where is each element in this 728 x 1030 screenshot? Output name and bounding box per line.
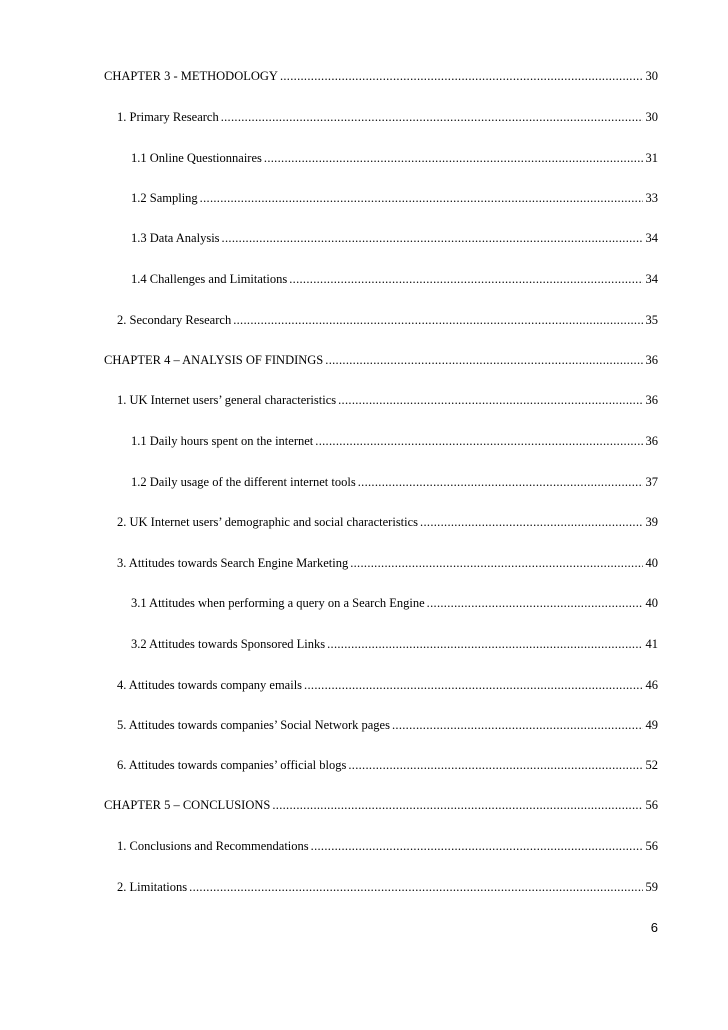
toc-entry-chapter-4 [104, 352, 658, 368]
toc-entry-page: 56 [645, 798, 658, 812]
toc-entry-title: 6. Attitudes towards companies’ official blogs [117, 758, 347, 772]
toc-entry-page: 41 [645, 637, 658, 651]
toc-entry-title: 3. Attitudes towards Search Engine Marketing [117, 556, 349, 570]
toc-entry-page: 36 [645, 353, 658, 367]
toc-entry-title: 1.1 Daily hours spent on the internet [131, 434, 314, 448]
toc-entry-title: 3.2 Attitudes towards Sponsored Links [131, 637, 326, 651]
toc-entry-page: 30 [645, 69, 658, 83]
toc-dot-leader [304, 677, 642, 693]
toc-entry-sponsored-links [131, 636, 658, 652]
toc-dot-leader [325, 352, 642, 368]
toc-entry-chapter-5 [104, 797, 658, 813]
toc-dot-leader [280, 68, 643, 84]
toc-dot-leader [350, 555, 642, 571]
toc-dot-leader [315, 433, 642, 449]
toc-entry-page: 36 [645, 434, 658, 448]
toc-dot-leader [311, 838, 643, 854]
toc-entry-title: 5. Attitudes towards companies’ Social Network pages [117, 718, 390, 732]
toc-entry-page: 34 [645, 231, 658, 245]
toc-dot-leader [221, 109, 643, 125]
toc-entry-general-characteristics [117, 392, 658, 408]
toc-entry-online-questionnaires [131, 150, 658, 166]
toc-entry-challenges-limitations [131, 271, 658, 287]
toc-entry-title: 2. Secondary Research [117, 313, 232, 327]
toc-entry-title: 1.3 Data Analysis [131, 231, 220, 245]
toc-entry-page: 59 [645, 880, 658, 894]
toc-entry-search-engine-query [131, 595, 658, 611]
toc-entry-title: CHAPTER 4 – ANALYSIS OF FINDINGS [104, 353, 324, 367]
toc-entry-sampling [131, 190, 658, 206]
toc-entry-company-emails [117, 677, 658, 693]
toc-entry-daily-usage-tools [131, 474, 658, 490]
toc-dot-leader [200, 190, 643, 206]
toc-entry-page: 34 [645, 272, 658, 286]
toc-entry-page: 40 [645, 556, 658, 570]
toc-entry-limitations [117, 879, 658, 895]
page-number: 6 [650, 920, 658, 935]
toc-entry-title: CHAPTER 5 – CONCLUSIONS [104, 798, 271, 812]
toc-entry-page: 30 [645, 110, 658, 124]
toc-dot-leader [338, 392, 642, 408]
toc-entry-official-blogs [117, 757, 658, 773]
toc-dot-leader [264, 150, 643, 166]
toc-entry-title: 1.4 Challenges and Limitations [131, 272, 288, 286]
toc-entry-page: 31 [645, 151, 658, 165]
toc-entry-page: 37 [645, 475, 658, 489]
toc-dot-leader [272, 797, 642, 813]
toc-entry-title: 1. Primary Research [117, 110, 219, 124]
toc-entry-page: 39 [645, 515, 658, 529]
toc-dot-leader [233, 312, 642, 328]
toc-entry-page: 36 [645, 393, 658, 407]
toc-dot-leader [222, 230, 643, 246]
toc-entry-page: 52 [645, 758, 658, 772]
toc-entry-social-network-pages [117, 717, 658, 733]
toc-entry-title: 2. UK Internet users’ demographic and social characteristics [117, 515, 419, 529]
toc-entry-page: 35 [645, 313, 658, 327]
toc-dot-leader [348, 757, 642, 773]
toc-entry-title: 1.2 Daily usage of the different internet tools [131, 475, 356, 489]
toc-dot-leader [358, 474, 643, 490]
toc-entry-secondary-research [117, 312, 658, 328]
toc-entry-data-analysis [131, 230, 658, 246]
toc-entry-daily-hours [131, 433, 658, 449]
toc-dot-leader [327, 636, 642, 652]
toc-dot-leader [420, 514, 642, 530]
toc-dot-leader [392, 717, 643, 733]
toc-entry-title: CHAPTER 3 - METHODOLOGY [104, 69, 278, 83]
toc-entry-title: 1. Conclusions and Recommendations [117, 839, 309, 853]
toc-entry-demographic-characteristics [117, 514, 658, 530]
toc-entry-title: 3.1 Attitudes when performing a query on a Search Engine [131, 596, 425, 610]
toc-dot-leader [427, 595, 643, 611]
toc-entry-title: 1. UK Internet users’ general characteristics [117, 393, 337, 407]
toc-entry-page: 40 [645, 596, 658, 610]
toc-entry-conclusions-recommendations [117, 838, 658, 854]
toc-entry-primary-research [117, 109, 658, 125]
toc-entry-page: 33 [645, 191, 658, 205]
toc-entry-title: 2. Limitations [117, 880, 188, 894]
toc-entry-page: 49 [645, 718, 658, 732]
toc-dot-leader [189, 879, 642, 895]
toc-entry-page: 56 [645, 839, 658, 853]
toc-entry-title: 4. Attitudes towards company emails [117, 678, 303, 692]
toc-entry-chapter-3 [104, 68, 658, 84]
toc-entry-search-engine-marketing [117, 555, 658, 571]
toc-entry-title: 1.1 Online Questionnaires [131, 151, 262, 165]
toc-entry-title: 1.2 Sampling [131, 191, 198, 205]
toc-entry-page: 46 [645, 678, 658, 692]
toc-dot-leader [289, 271, 642, 287]
